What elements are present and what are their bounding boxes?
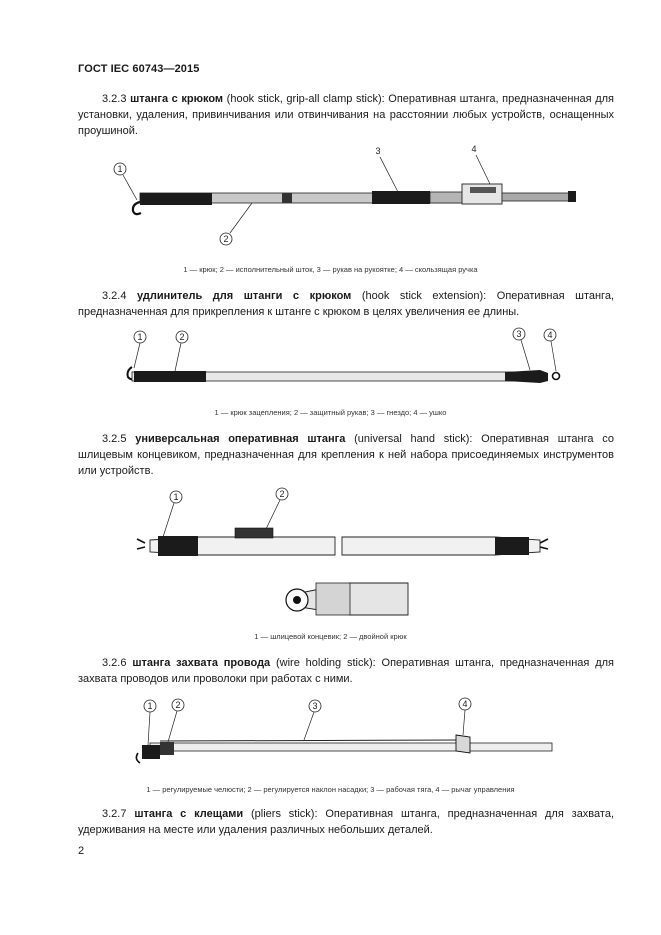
section-number: 3.2.7 [102, 808, 127, 820]
leader-line [304, 712, 314, 740]
callout-1: 1 [117, 164, 123, 174]
callout-4: 4 [471, 144, 477, 154]
figure-caption: 1 — крюк; 2 — исполнительный шток, 3 — рукав на рукоятке; 4 — скользящая ручка [183, 265, 478, 274]
leader-line [380, 157, 398, 192]
section-term: штанга с клещами [134, 808, 244, 820]
callout-1: 1 [137, 332, 143, 342]
sliding-handle-grip [470, 187, 496, 193]
callout-2: 2 [179, 332, 185, 342]
right-hook-icon [540, 539, 548, 549]
hook-stick-cap [568, 191, 576, 202]
left-hook-icon [137, 539, 145, 549]
figure-wire-holding-stick [0, 697, 661, 777]
spline-center [293, 596, 301, 604]
handle-sleeve [372, 191, 430, 204]
leader-line [123, 175, 137, 200]
figure-universal-hand-stick [0, 485, 661, 630]
hook-end-icon [133, 202, 141, 214]
leader-line [163, 503, 174, 537]
section-number: 3.2.6 [102, 657, 127, 669]
section-term: универсальная оперативная штанга [135, 433, 346, 445]
leader-line [521, 340, 530, 370]
hook-stick-tail [502, 193, 572, 201]
control-lever [456, 735, 470, 753]
section-definition: (wire holding stick): Оперативная штанга, предназначенная для захвата проводов или проволоки при работах с ними. [78, 657, 614, 685]
leader-line [266, 500, 280, 529]
tilt-joint [160, 742, 174, 755]
callout-3: 3 [312, 701, 318, 711]
protective-sleeve [134, 371, 206, 382]
callout-3: 3 [375, 146, 381, 156]
leader-line [476, 155, 490, 184]
detail-coupling [316, 583, 350, 615]
section-number: 3.2.5 [102, 433, 127, 445]
adjustable-jaws [142, 745, 160, 759]
callout-2: 2 [223, 234, 229, 244]
section-definition: (universal hand stick): Оперативная штанга со шлицевым концевиком, предназначенная для крепления к ней набора присоединяемых инструментов или устройств. [78, 433, 614, 477]
callout-4: 4 [462, 699, 468, 709]
section-term: штанга с крюком [130, 93, 224, 105]
section-definition: (hook stick extension): Оперативная штанга, предназначенная для прикрепления к штанге с крюком в целях увеличения ее длины. [78, 290, 614, 318]
figure-caption: 1 — регулируемые челюсти; 2 — регулируется наклон насадки; 3 — рабочая тяга, 4 — рычаг управления [146, 785, 515, 794]
callout-2: 2 [175, 700, 181, 710]
section-3-2-3 [78, 91, 614, 139]
hook-stick-coupling [282, 193, 292, 203]
section-3-2-4 [78, 288, 614, 320]
leader-line [134, 343, 140, 368]
section-definition: (hook stick, grip-all clamp stick): Оперативная штанга, предназначенная для установки, удаления, привинчивания или отвинчивания на расстоянии любых устройств, оснащенных проушиной. [78, 93, 615, 137]
callout-2: 2 [279, 489, 285, 499]
double-hook [235, 528, 273, 538]
operating-rod [160, 740, 462, 741]
section-3-2-6 [78, 655, 614, 687]
splined-end [158, 536, 198, 556]
callout-4: 4 [547, 330, 553, 340]
leader-line [230, 203, 252, 233]
figure-hook-stick [0, 140, 661, 250]
section-3-2-5 [78, 431, 614, 479]
wire-stick-shaft [150, 743, 552, 751]
socket [505, 370, 548, 383]
page-number: 2 [78, 845, 85, 857]
section-3-2-7 [78, 806, 614, 838]
section-number: 3.2.3 [102, 93, 127, 105]
callout-3: 3 [516, 329, 522, 339]
eye-icon [553, 373, 560, 380]
section-term: удлинитель для штанги с крюком [137, 290, 352, 302]
hook-stick-sleeve [140, 193, 212, 205]
leader-line [551, 341, 556, 371]
leader-line [175, 343, 181, 371]
callout-1: 1 [147, 701, 153, 711]
section-definition: (pliers stick): Оперативная штанга, предназначенная для захвата, удерживания на месте или удаления различных небольших деталей. [78, 808, 614, 836]
figure-caption: 1 — крюк зацепления; 2 — защитный рукав; 3 — гнездо; 4 — ушко [214, 408, 447, 417]
right-end-cap [495, 537, 529, 555]
leader-line [463, 710, 465, 735]
section-term: штанга захвата провода [132, 657, 271, 669]
jaw-hook-icon [136, 753, 140, 763]
section-number: 3.2.4 [102, 290, 127, 302]
figure-caption: 1 — шлицевой концевик; 2 — двойной крюк [254, 632, 407, 641]
leader-line [148, 712, 150, 745]
document-header: ГОСТ IEC 60743—2015 [78, 63, 200, 75]
figure-hook-stick-extension [0, 325, 661, 405]
leader-line [168, 711, 177, 742]
callout-1: 1 [173, 492, 179, 502]
